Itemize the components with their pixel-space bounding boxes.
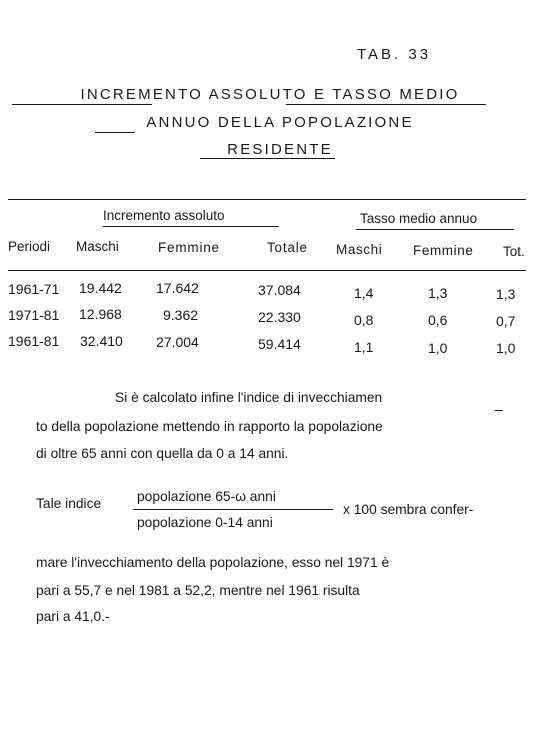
title-line-3: RESIDENTE [227, 141, 333, 158]
title-underline-1 [12, 104, 152, 105]
row-1961-81-rate-maschi: 1,1 [354, 339, 374, 355]
paragraph-1-line-3: di oltre 65 anni con quella da 0 a 14 anni. [36, 446, 289, 461]
row-1971-81-abs-femmine: 9.362 [163, 307, 199, 323]
row-1961-81-abs-maschi: 32.410 [80, 333, 123, 349]
paragraph-1-line-2: to della popolazione mettendo in rapporto la popolazione [36, 419, 383, 434]
group-header-absolute: Incremento assoluto [103, 208, 225, 223]
table-top-rule [8, 199, 526, 200]
row-1971-81-rate-femmine: 0,6 [428, 312, 448, 328]
row-1971-81-abs-totale: 22.330 [258, 309, 301, 325]
col-header-totale: Totale [267, 240, 308, 255]
formula-tail: x 100 sembra confer- [343, 502, 474, 517]
row-1961-81-abs-femmine: 27.004 [156, 334, 199, 350]
row-1971-81-period: 1971-81 [8, 307, 60, 323]
title-underline-3 [95, 132, 135, 133]
formula-numerator: popolazione 65-ω anni [137, 489, 276, 504]
paragraph-2-line-1: mare l'invecchiamento della popolazione, esso nel 1971 è [36, 555, 390, 570]
group-header-rate-underline [356, 229, 514, 230]
row-1961-71-rate-femmine: 1,3 [428, 285, 448, 301]
row-1971-81-abs-maschi: 12.968 [79, 306, 122, 322]
col-header-maschi-rate: Maschi [336, 242, 383, 257]
title-underline-4 [200, 158, 335, 159]
row-1961-81-rate-totale: 1,0 [496, 340, 516, 356]
paragraph-1-line-1: Si è calcolato infine l'indice di invecchiamen [115, 390, 383, 405]
row-1961-71-abs-femmine: 17.642 [156, 280, 199, 296]
row-1961-71-rate-maschi: 1,4 [354, 285, 374, 301]
col-header-femmine-rate: Femmine [413, 243, 474, 258]
row-1961-71-abs-totale: 37.084 [258, 282, 301, 298]
row-1961-71-period: 1961-71 [8, 281, 60, 297]
col-header-totale-rate: Tot. [503, 244, 525, 259]
table-reference: TAB. 33 [357, 46, 432, 63]
group-header-rate: Tasso medio annuo [360, 211, 478, 226]
title-underline-2 [286, 104, 486, 105]
formula-denominator: popolazione 0-14 anni [137, 515, 273, 530]
title-line-2: ANNUO DELLA POPOLAZIONE [146, 114, 414, 131]
row-1971-81-rate-totale: 0,7 [496, 313, 516, 329]
col-header-maschi-abs: Maschi [76, 239, 119, 254]
group-header-absolute-underline [103, 226, 279, 227]
row-1961-81-period: 1961-81 [8, 333, 60, 349]
paragraph-2-line-3: pari a 41,0.- [36, 609, 110, 624]
row-1961-81-rate-femmine: 1,0 [428, 340, 448, 356]
table-header-rule [8, 270, 526, 271]
row-1961-81-abs-totale: 59.414 [258, 336, 301, 352]
row-1961-71-abs-maschi: 19.442 [79, 280, 122, 296]
col-header-femmine-abs: Femmine [158, 240, 220, 255]
formula-lead: Tale indice [36, 496, 102, 511]
formula-fraction-bar [133, 509, 333, 510]
row-1961-71-rate-totale: 1,3 [496, 286, 516, 302]
title-line-1: INCREMENTO ASSOLUTO E TASSO MEDIO [80, 86, 460, 103]
col-header-periodi: Periodi [8, 239, 51, 254]
hyphen-mark [495, 410, 503, 411]
row-1971-81-rate-maschi: 0,8 [354, 312, 374, 328]
paragraph-2-line-2: pari a 55,7 e nel 1981 a 52,2, mentre nel 1961 risulta [36, 583, 360, 598]
